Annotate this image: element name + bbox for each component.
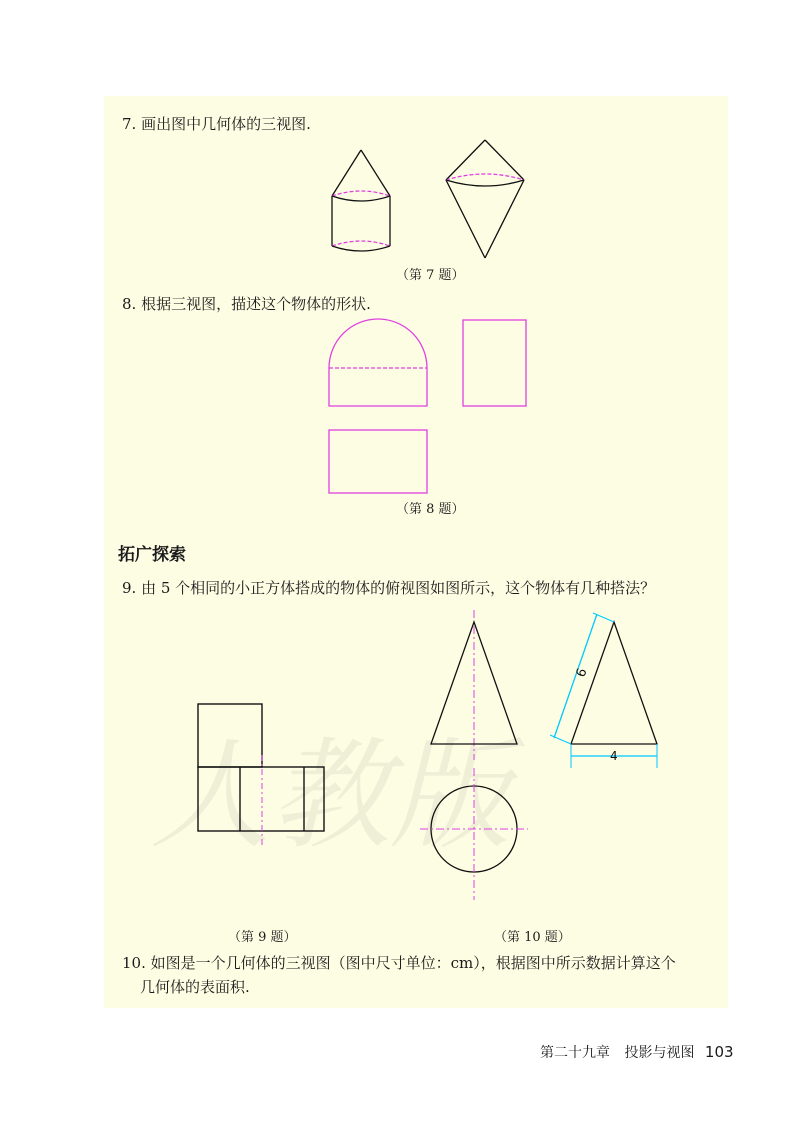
double-cone-figure — [446, 140, 524, 258]
three-views-figure-8 — [329, 319, 526, 493]
dimension-base-label: 4 — [610, 749, 618, 763]
question-9: 9. 由 5 个相同的小正方体搭成的物体的俯视图如图所示，这个物体有几种搭法？ — [122, 579, 656, 597]
footer-chapter: 第二十九章 — [540, 1045, 610, 1061]
dimension-slant-label: 6 — [573, 666, 591, 680]
footer-page-number: 103 — [704, 1043, 734, 1061]
caption-fig9: （第 9 题） — [228, 930, 297, 945]
footer-title: 投影与视图 — [624, 1045, 695, 1061]
watermark: 人教版 — [150, 727, 510, 866]
top-view-figure-9 — [198, 704, 324, 845]
question-8: 8. 根据三视图，描述这个物体的形状. — [122, 295, 371, 313]
question-10-line2: 几何体的表面积. — [140, 978, 250, 996]
section-title: 拓广探索 — [118, 545, 186, 565]
three-views-figure-10 — [420, 610, 657, 900]
caption-fig10: （第 10 题） — [494, 930, 571, 945]
caption-fig8: （第 8 题） — [396, 502, 465, 517]
caption-fig7: （第 7 题） — [396, 268, 465, 283]
question-10-line1: 10. 如图是一个几何体的三视图（图中尺寸单位：cm），根据图中所示数据计算这个 — [122, 954, 676, 972]
page-footer — [540, 1042, 734, 1062]
question-7: 7. 画出图中几何体的三视图. — [122, 115, 311, 133]
cone-on-cylinder-figure — [332, 150, 390, 251]
